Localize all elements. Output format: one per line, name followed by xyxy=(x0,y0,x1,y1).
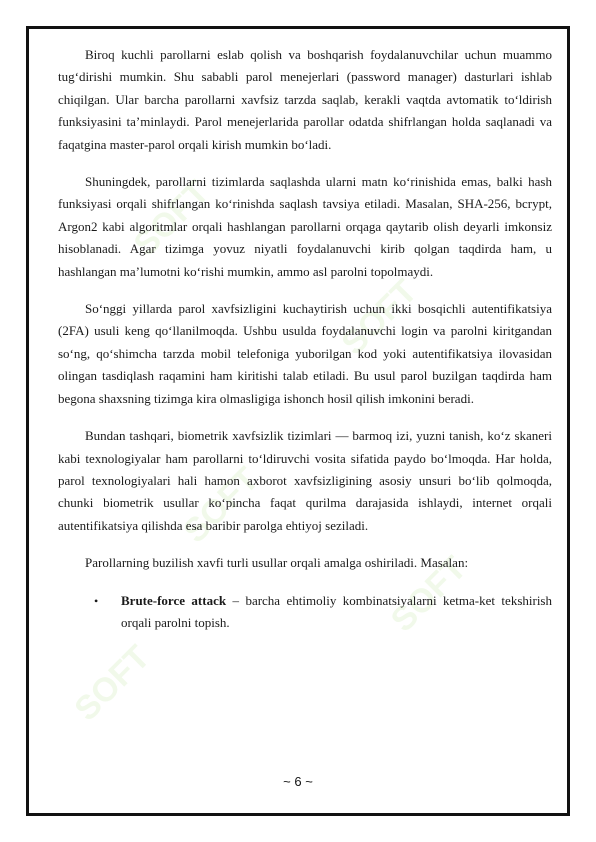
list-item xyxy=(94,590,552,635)
watermark-text: SOFT xyxy=(67,638,158,729)
watermark-text: SOFT xyxy=(334,272,425,363)
paragraph-hashing: Shuningdek, parollarni tizimlarda saqlashda ularni matn ko‘rinishida emas, balki hash funksiyasi orqali shifrlangan ko‘rinishda saqlash tavsiya etiladi. Masalan, SHA-256, bcrypt, Argon2 kabi algoritmlar orqali hashlangan parollarni orqaga qaytarib olish deyarli imkonsiz hisoblanadi. Agar tizimga yovuz niyatli foydalanuvchi kirib qolgan taqdirda ham, u hashlangan ma’lumotni ko‘rishi mumkin, ammo asl parolni topolmaydi. xyxy=(58,174,552,279)
document-body xyxy=(58,44,552,634)
paragraph-biometrics: Bundan tashqari, biometrik xavfsizlik tizimlari — barmoq izi, yuzni tanish, ko‘z skaneri kabi texnologiyalar ham parollarni to‘ldiruvchi vosita sifatida paydo bo‘lmoqda. Har holda, parol texnologiyalari hali hamon axborot xavfsizligining asosiy unsuri bo‘lib qolmoqda, chunki biometrik usullar ko‘pincha faqat qurilma darajasida ishlaydi, internet orqali autentifikatsiya qilishda esa baribir parolga ehtiyoj seziladi. xyxy=(58,428,552,533)
paragraph-2fa: So‘nggi yillarda parol xavfsizligini kuchaytirish uchun ikki bosqichli autentifikatsiya (2FA) usuli keng qo‘llanilmoqda. Ushbu usulda foydalanuvchi login va parolni kiritgandan so‘ng, qo‘shimcha tarzda mobil telefoniga yuborilgan kod yoki autentifikatsiya ilovasidan olingan tasdiqlash raqamini ham kiritishi talab etiladi. Bu usul parol buzilgan taqdirda ham begona shaxsning tizimga kira olmasligiga ishonch hosil qilish imkonini beradi. xyxy=(58,301,552,406)
watermark-text: SOFT xyxy=(176,460,267,551)
attack-list xyxy=(58,590,552,635)
bullet-icon: • xyxy=(94,593,99,608)
watermark-text: SOFT xyxy=(127,173,217,264)
list-item-text: – barcha ehtimoliy kombinatsiyalarni ketma-ket tekshirish orqali parolni topish. xyxy=(121,592,552,630)
paragraph-password-managers: Biroq kuchli parollarni eslab qolish va boshqarish foydalanuvchilar uchun muammo tug‘dirishi mumkin. Shu sababli parol menejerlari (password manager) dasturlari ishlab chiqilgan. Ular barcha parollarni xavfsiz tarzda saqlab, kerakli vaqtda avtomatik to‘ldirish funksiyasini ta’minlaydi. Parol menejerlarida parollar odatda shifrlangan holda saqlanadi va faqatgina master-parol orqali kirish mumkin bo‘ladi. xyxy=(58,47,552,152)
paragraph-attack-intro: Parollarning buzilish xavfi turli usullar orqali amalga oshiriladi. Masalan: xyxy=(85,555,469,571)
page-number: ~ 6 ~ xyxy=(283,774,313,789)
watermark-text: SOFT xyxy=(384,549,474,640)
list-item-term: Brute-force attack xyxy=(121,592,227,608)
